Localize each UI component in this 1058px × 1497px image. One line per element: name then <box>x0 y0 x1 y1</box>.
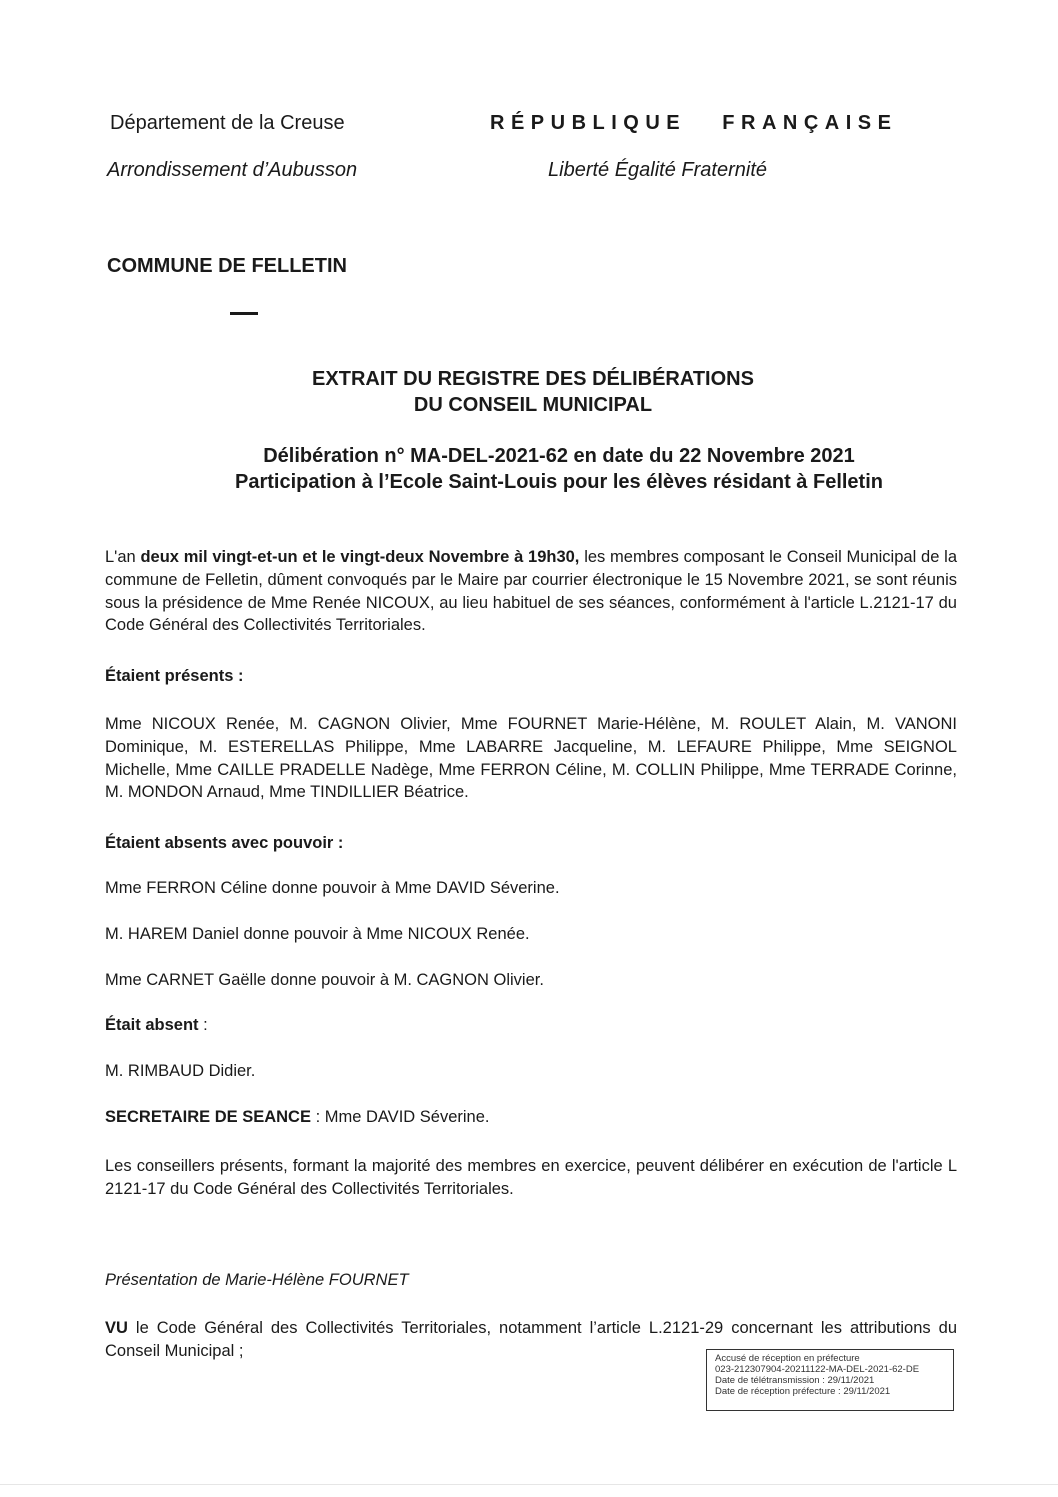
absent-heading <box>105 1016 208 1035</box>
intro-date: deux mil vingt-et-un et le vingt-deux Novembre à 19h30, <box>140 548 580 566</box>
absent-heading-label: Était absent <box>105 1016 199 1034</box>
deliberation-title <box>30 443 1058 495</box>
prefecture-receipt-stamp <box>706 1349 954 1411</box>
department-name: Département de la Creuse <box>110 112 345 134</box>
deliberation-subject: Participation à l’Ecole Saint-Louis pour les élèves résidant à Felletin <box>235 471 883 493</box>
absent-heading-colon: : <box>198 1016 208 1034</box>
stamp-line: Date de télétransmission : 29/11/2021 <box>715 1375 875 1386</box>
arrondissement-name: Arrondissement d’Aubusson <box>107 159 358 181</box>
secretary-label: SECRETAIRE DE SEANCE <box>105 1108 311 1126</box>
absent-proxy-heading: Étaient absents avec pouvoir : <box>105 834 344 852</box>
present-list: Mme NICOUX Renée, M. CAGNON Olivier, Mme FOURNET Marie-Hélène, M. ROULET Alain, M. VANONI Dominique, M. ESTERELLAS Philippe, Mme LABARRE Jacqueline, M. LEFAURE Philippe, Mme SEIGNOL Michelle, Mme CAILLE PRADELLE Nadège, Mme FERRON Céline, M. COLLIN Philippe, Mme TERRADE Corinne, M. MONDON Arnaud, Mme TINDILLIER Béatrice. <box>105 715 957 802</box>
absent-member: M. RIMBAUD Didier. <box>105 1062 256 1080</box>
intro-paragraph <box>105 546 957 637</box>
document-title-line2: DU CONSEIL MUNICIPAL <box>413 394 653 416</box>
divider <box>230 312 258 315</box>
stamp-line: Accusé de réception en préfecture <box>715 1353 860 1364</box>
presentation-line: Présentation de Marie-Hélène FOURNET <box>105 1271 409 1289</box>
republic-heading: RÉPUBLIQUE FRANÇAISE <box>490 112 898 134</box>
present-heading: Étaient présents : <box>105 667 244 685</box>
intro-pre: L'an <box>105 548 141 566</box>
document-title <box>4 366 1058 418</box>
proxy-item: Mme FERRON Céline donne pouvoir à Mme DAVID Séverine. <box>105 879 560 897</box>
secretary-line <box>105 1108 489 1127</box>
deliberation-number: Délibération n° MA-DEL-2021-62 en date du 22 Novembre 2021 <box>263 445 855 467</box>
quorum-paragraph: Les conseillers présents, formant la majorité des membres en exercice, peuvent délibérer en exécution de l'article L 2121-17 du Code Général des Collectivités Territoriales. <box>105 1157 957 1198</box>
intro-post: les membres composant le Conseil Municipal de la commune de Felletin, dûment convoqués par le Maire par courrier électronique le 15 Novembre 2021, se sont réunis sous la présidence de Mme Renée NICOUX, au lieu habituel de ses séances, conformément à l'article L.2121-17 du Code Général des Collectivités Territoriales. <box>105 548 957 635</box>
stamp-line: Date de réception préfecture : 29/11/2021 <box>715 1386 891 1397</box>
national-motto: Liberté Égalité Fraternité <box>548 159 768 181</box>
stamp-reference: 023-212307904-20211122-MA-DEL-2021-62-DE <box>715 1364 920 1375</box>
proxy-item: M. HAREM Daniel donne pouvoir à Mme NICOUX Renée. <box>105 925 530 943</box>
vu-text: le Code Général des Collectivités Territoriales, notamment l’article L.2121-29 concernant les attributions du Conseil Municipal ; <box>105 1319 957 1360</box>
vu-label: VU <box>105 1319 128 1337</box>
secretary-name: : Mme DAVID Séverine. <box>310 1108 490 1126</box>
document-title-line1: EXTRAIT DU REGISTRE DES DÉLIBÉRATIONS <box>312 368 754 390</box>
commune-name: COMMUNE DE FELLETIN <box>107 255 347 277</box>
proxy-item: Mme CARNET Gaëlle donne pouvoir à M. CAGNON Olivier. <box>105 971 544 989</box>
page-edge <box>0 1484 1058 1485</box>
